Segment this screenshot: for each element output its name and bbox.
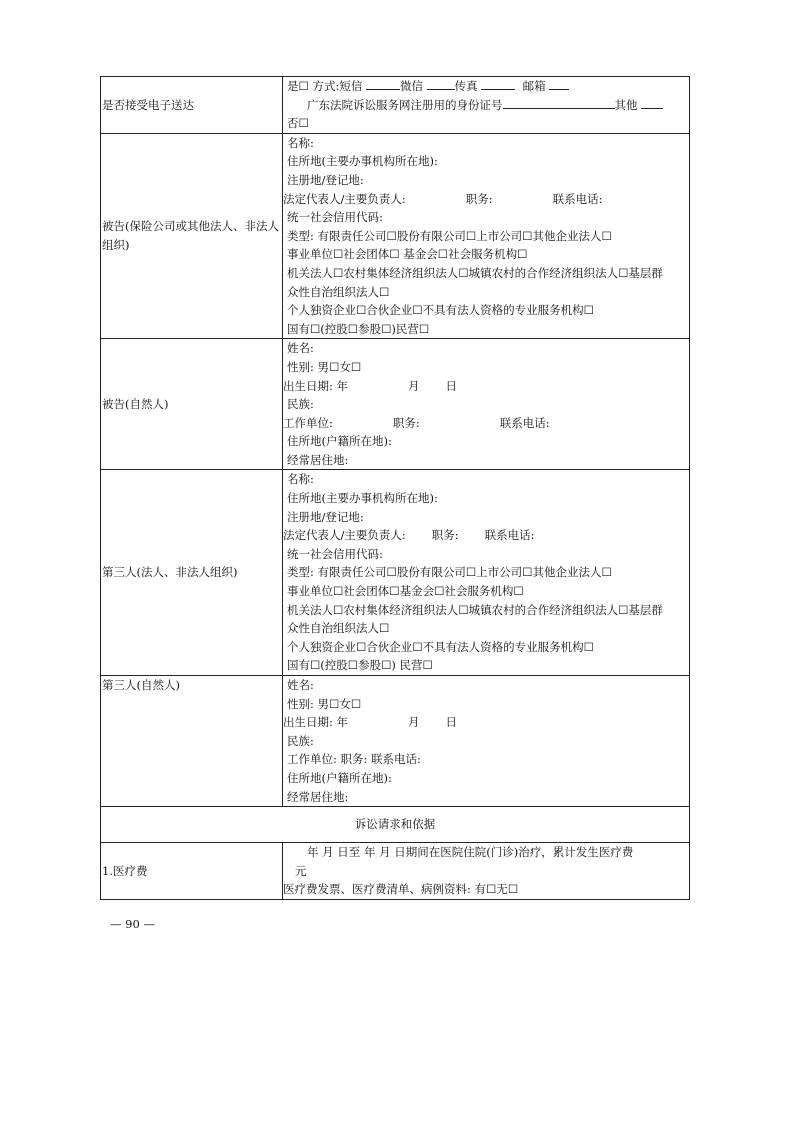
efile-email: 邮箱 bbox=[522, 79, 546, 93]
defendant-org-type-2: 事业单位☐社会团体☐ 基金会☐社会服务机构☐ bbox=[287, 247, 528, 262]
row-electronic-service bbox=[101, 77, 690, 134]
defendant-person-position: 职务: bbox=[392, 415, 420, 430]
third-person-domicile: 住所地(户籍所在地): bbox=[287, 770, 392, 785]
content-electronic-service bbox=[283, 77, 690, 134]
third-org-address: 住所地(主要办事机构所在地): bbox=[287, 491, 438, 506]
medical-amount-unit: 元 bbox=[295, 863, 307, 878]
content-defendant-person bbox=[283, 339, 690, 470]
efile-yes-sms: 是☐ 方式:短信 bbox=[287, 79, 363, 93]
label-third-org: 第三人(法人、非法人组织) bbox=[101, 470, 283, 676]
defendant-person-birth-line bbox=[283, 377, 689, 396]
third-org-credit-code: 统一社会信用代码: bbox=[287, 546, 383, 561]
defendant-person-domicile: 住所地(户籍所在地): bbox=[287, 434, 392, 449]
defendant-person-month: 月 bbox=[408, 378, 420, 393]
label-defendant-org: 被告(保险公司或其他法人、非法人组织) bbox=[101, 133, 283, 339]
efile-other: 其他 bbox=[614, 97, 638, 112]
defendant-org-rep: 法定代表人/主要负责人: bbox=[283, 191, 406, 206]
defendant-org-position: 职务: bbox=[465, 191, 493, 206]
row-third-org bbox=[101, 470, 690, 676]
portal-id-blank[interactable] bbox=[503, 96, 615, 109]
defendant-org-rep-line bbox=[283, 190, 689, 209]
defendant-person-residence: 经常居住地: bbox=[287, 452, 349, 467]
content-medical-fees bbox=[283, 843, 690, 900]
third-org-ownership: 国有☐(控股☐参股☐) 民营☐ bbox=[287, 658, 433, 673]
third-person-gender: 性别: 男☐女☐ bbox=[287, 696, 362, 711]
third-person-day: 日 bbox=[445, 715, 458, 730]
third-org-registered: 注册地/登记地: bbox=[287, 509, 364, 524]
row-third-person bbox=[101, 676, 690, 807]
email-blank[interactable] bbox=[549, 77, 569, 90]
defendant-org-address: 住所地(主要办事机构所在地): bbox=[287, 154, 438, 169]
fax-blank[interactable] bbox=[481, 77, 515, 90]
third-org-position: 职务: bbox=[431, 528, 459, 543]
content-third-org bbox=[283, 470, 690, 676]
label-medical-fees: 1.医疗费 bbox=[101, 843, 283, 900]
third-person-birth-line bbox=[283, 713, 689, 732]
defendant-org-type-4: 众性自治组织法人☐ bbox=[287, 284, 390, 299]
row-defendant-org bbox=[101, 133, 690, 339]
row-defendant-person bbox=[101, 339, 690, 470]
defendant-org-ownership: 国有☐(控股☐参股☐)民营☐ bbox=[287, 321, 430, 336]
defendant-person-work-line bbox=[283, 414, 689, 433]
section-title: 诉讼请求和依据 bbox=[101, 807, 690, 843]
third-org-rep-line bbox=[283, 526, 689, 545]
third-org-type-5: 个人独资企业☐合伙企业☐不具有法人资格的专业服务机构☐ bbox=[287, 639, 594, 654]
label-defendant-person: 被告(自然人) bbox=[101, 339, 283, 470]
content-defendant-org bbox=[283, 133, 690, 339]
other-blank[interactable] bbox=[641, 96, 663, 109]
efile-no: 否☐ bbox=[287, 116, 309, 131]
row-medical-fees bbox=[101, 843, 690, 900]
content-third-person bbox=[283, 676, 690, 807]
medical-evidence: 医疗费发票、医疗费清单、病例资料: 有☐无☐ bbox=[283, 882, 519, 897]
third-org-type-3: 机关法人☐农村集体经济组织法人☐城镇农村的合作经济组织法人☐基层群 bbox=[287, 602, 663, 617]
defendant-person-gender: 性别: 男☐女☐ bbox=[287, 359, 362, 374]
defendant-person-phone: 联系电话: bbox=[499, 415, 550, 430]
efile-wechat: 微信 bbox=[400, 79, 423, 93]
label-electronic-service: 是否接受电子送达 bbox=[101, 77, 283, 134]
third-person-work-line: 工作单位: 职务: 联系电话: bbox=[287, 752, 421, 767]
defendant-person-work: 工作单位: bbox=[283, 415, 333, 430]
defendant-org-registered: 注册地/登记地: bbox=[287, 172, 364, 187]
defendant-person-name: 姓名: bbox=[287, 341, 314, 356]
defendant-org-phone: 联系电话: bbox=[552, 191, 603, 206]
defendant-org-credit-code: 统一社会信用代码: bbox=[287, 210, 383, 225]
third-org-type-1: 类型: 有限责任公司☐股份有限公司☐上市公司☐其他企业法人☐ bbox=[287, 565, 612, 580]
wechat-blank[interactable] bbox=[427, 77, 455, 90]
defendant-org-type-1: 类型: 有限责任公司☐股份有限公司☐上市公司☐其他企业法人☐ bbox=[287, 228, 612, 243]
third-org-type-4: 众性自治组织法人☐ bbox=[287, 621, 390, 636]
defendant-org-name: 名称: bbox=[287, 135, 314, 150]
defendant-person-ethnicity: 民族: bbox=[287, 397, 314, 412]
label-third-person: 第三人(自然人) bbox=[101, 676, 283, 807]
third-person-name: 姓名: bbox=[287, 678, 314, 692]
third-person-residence: 经常居住地: bbox=[287, 789, 349, 804]
row-section-title bbox=[101, 807, 690, 843]
third-org-rep: 法定代表人/主要负责人: bbox=[283, 528, 406, 543]
efile-fax: 传真 bbox=[454, 79, 478, 93]
page-number: — 90 — bbox=[110, 917, 155, 931]
third-org-phone: 联系电话: bbox=[484, 528, 535, 543]
sms-blank[interactable] bbox=[366, 77, 400, 90]
defendant-person-day: 日 bbox=[445, 378, 458, 393]
third-person-month: 月 bbox=[408, 715, 420, 730]
defendant-org-type-5: 个人独资企业☐合伙企业☐不具有法人资格的专业服务机构☐ bbox=[287, 303, 594, 318]
third-org-name: 名称: bbox=[287, 472, 314, 487]
defendant-person-birth: 出生日期: 年 bbox=[283, 378, 349, 393]
third-org-type-2: 事业单位☐社会团体☐基金会☐社会服务机构☐ bbox=[287, 584, 524, 599]
third-person-birth: 出生日期: 年 bbox=[283, 715, 349, 730]
medical-period: 年 月 日至 年 月 日期间在医院住院(门诊)治疗，累计发生医疗费 bbox=[307, 845, 634, 860]
third-person-ethnicity: 民族: bbox=[287, 733, 314, 748]
efile-portal-id: 广东法院诉讼服务网注册用的身份证号 bbox=[307, 97, 503, 112]
defendant-org-type-3: 机关法人☐农村集体经济组织法人☐城镇农村的合作经济组织法人☐基层群 bbox=[287, 265, 663, 280]
complaint-form-table bbox=[100, 76, 690, 900]
